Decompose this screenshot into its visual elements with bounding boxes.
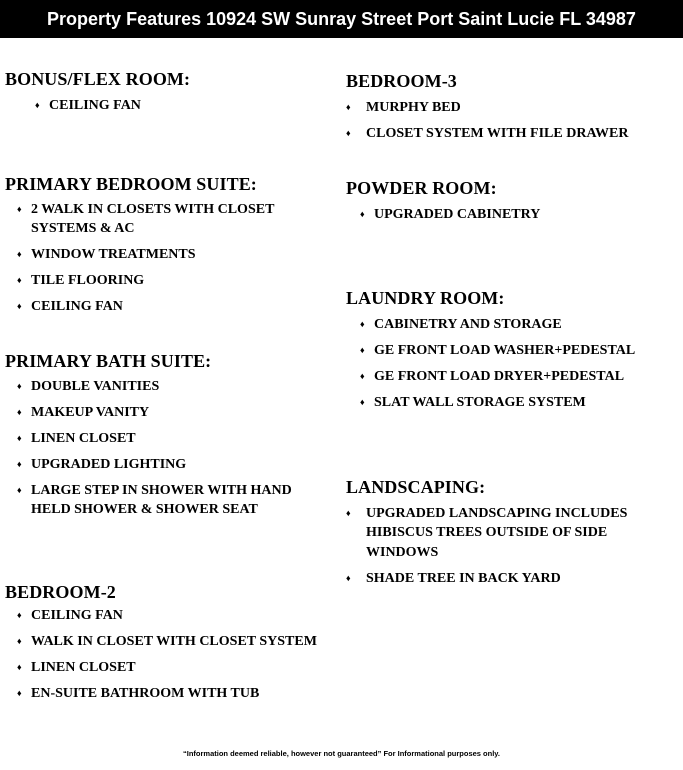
feature-item — [360, 393, 676, 413]
feature-text: WINDOW TREATMENTS — [31, 247, 196, 262]
diamond-bullet-icon: ♦ — [17, 484, 22, 495]
feature-list — [346, 315, 676, 413]
diamond-bullet-icon: ♦ — [17, 635, 22, 646]
diamond-bullet-icon: ♦ — [360, 208, 365, 219]
feature-list — [5, 200, 325, 317]
feature-list — [346, 504, 676, 589]
diamond-bullet-icon: ♦ — [35, 99, 40, 110]
diamond-bullet-icon: ♦ — [346, 127, 351, 138]
feature-text: CEILING FAN — [31, 607, 123, 623]
feature-text: CLOSET SYSTEM WITH FILE DRAWER — [366, 125, 629, 141]
feature-text: LINEN CLOSET — [31, 659, 136, 675]
section-bedroom-3 — [346, 71, 676, 143]
feature-text: GE FRONT LOAD DRYER+PEDESTAL — [374, 368, 625, 384]
feature-item — [17, 245, 325, 265]
feature-text: LARGE STEP IN SHOWER WITH HAND HELD SHOWER & SHOWER SEAT — [31, 482, 292, 517]
feature-list — [5, 606, 325, 704]
feature-item — [17, 455, 325, 475]
diamond-bullet-icon: ♦ — [17, 203, 22, 214]
section-heading: PRIMARY BATH SUITE: — [5, 351, 212, 371]
section-primary-bath-suite — [5, 351, 325, 520]
section-heading: BEDROOM-3 — [346, 71, 457, 91]
section-heading: BONUS/FLEX ROOM: — [5, 69, 191, 89]
feature-text: MAKEUP VANITY — [31, 404, 150, 420]
feature-list — [346, 205, 676, 225]
diamond-bullet-icon: ♦ — [346, 572, 351, 583]
feature-item — [17, 403, 325, 423]
feature-text: UPGRADED CABINETRY — [374, 206, 541, 222]
diamond-bullet-icon: ♦ — [17, 661, 22, 672]
section-landscaping — [346, 477, 676, 588]
feature-item — [346, 98, 676, 118]
diamond-bullet-icon: ♦ — [346, 101, 351, 112]
section-heading: POWDER ROOM: — [346, 178, 497, 198]
diamond-bullet-icon: ♦ — [360, 344, 365, 355]
section-heading: LAUNDRY ROOM: — [346, 288, 505, 308]
feature-list — [346, 98, 676, 144]
feature-text: GE FRONT LOAD WASHER+PEDESTAL — [374, 342, 636, 358]
diamond-bullet-icon: ♦ — [17, 275, 22, 285]
section-heading: LANDSCAPING: — [346, 477, 486, 497]
feature-text: SLAT WALL STORAGE SYSTEM — [374, 394, 586, 410]
feature-text: UPGRADED LANDSCAPING INCLUDES HIBISCUS TREES OUTSIDE OF SIDE WINDOWS — [366, 505, 628, 560]
diamond-bullet-icon: ♦ — [346, 507, 351, 518]
feature-item — [346, 124, 676, 144]
feature-text: EN-SUITE BATHROOM WITH TUB — [31, 685, 260, 701]
feature-text: UPGRADED LIGHTING — [31, 456, 187, 472]
feature-item — [360, 205, 676, 225]
section-bedroom-2 — [5, 582, 325, 703]
feature-item — [17, 297, 325, 317]
feature-text: 2 WALK IN CLOSETS WITH CLOSET SYSTEMS & AC — [31, 201, 275, 236]
diamond-bullet-icon: ♦ — [17, 687, 22, 698]
feature-item — [17, 606, 325, 626]
section-heading: PRIMARY BEDROOM SUITE: — [5, 174, 257, 194]
feature-item — [17, 658, 325, 678]
feature-text: CABINETRY AND STORAGE — [374, 316, 562, 332]
diamond-bullet-icon: ♦ — [17, 432, 22, 443]
feature-text: WALK IN CLOSET WITH CLOSET SYSTEM — [31, 633, 317, 649]
diamond-bullet-icon: ♦ — [17, 301, 22, 311]
feature-item — [360, 341, 676, 361]
feature-text: LINEN CLOSET — [31, 430, 136, 446]
feature-item — [360, 367, 676, 387]
section-bonus-flex-room — [5, 69, 325, 115]
feature-text: MURPHY BED — [366, 99, 461, 115]
feature-item — [346, 504, 676, 563]
section-laundry-room — [346, 288, 676, 412]
feature-item — [17, 632, 325, 652]
section-powder-room — [346, 178, 676, 224]
diamond-bullet-icon: ♦ — [17, 609, 22, 620]
diamond-bullet-icon: ♦ — [360, 318, 365, 329]
feature-item — [17, 377, 325, 397]
feature-item — [346, 569, 676, 589]
feature-item — [17, 271, 325, 291]
diamond-bullet-icon: ♦ — [17, 406, 22, 417]
feature-text: CEILING FAN — [31, 299, 123, 314]
feature-item — [35, 96, 325, 116]
feature-item — [17, 684, 325, 704]
feature-text: DOUBLE VANITIES — [31, 378, 160, 394]
feature-item — [360, 315, 676, 335]
diamond-bullet-icon: ♦ — [17, 458, 22, 469]
disclaimer-footer: “Information deemed reliable, however not guaranteed” For Informational purposes only. — [183, 749, 500, 758]
diamond-bullet-icon: ♦ — [360, 370, 365, 381]
feature-list — [5, 377, 325, 520]
feature-item — [17, 200, 325, 239]
page-title: Property Features 10924 SW Sunray Street Port Saint Lucie FL 34987 — [0, 0, 683, 38]
feature-list — [5, 96, 325, 116]
feature-text: TILE FLOORING — [31, 273, 145, 288]
feature-item — [17, 429, 325, 449]
diamond-bullet-icon: ♦ — [360, 396, 365, 407]
diamond-bullet-icon: ♦ — [17, 380, 22, 391]
feature-item — [17, 481, 325, 520]
feature-text: SHADE TREE IN BACK YARD — [366, 570, 561, 586]
feature-text: CEILING FAN — [49, 97, 141, 113]
section-primary-bedroom-suite — [5, 174, 325, 317]
diamond-bullet-icon: ♦ — [17, 249, 22, 259]
section-heading: BEDROOM-2 — [5, 582, 116, 602]
